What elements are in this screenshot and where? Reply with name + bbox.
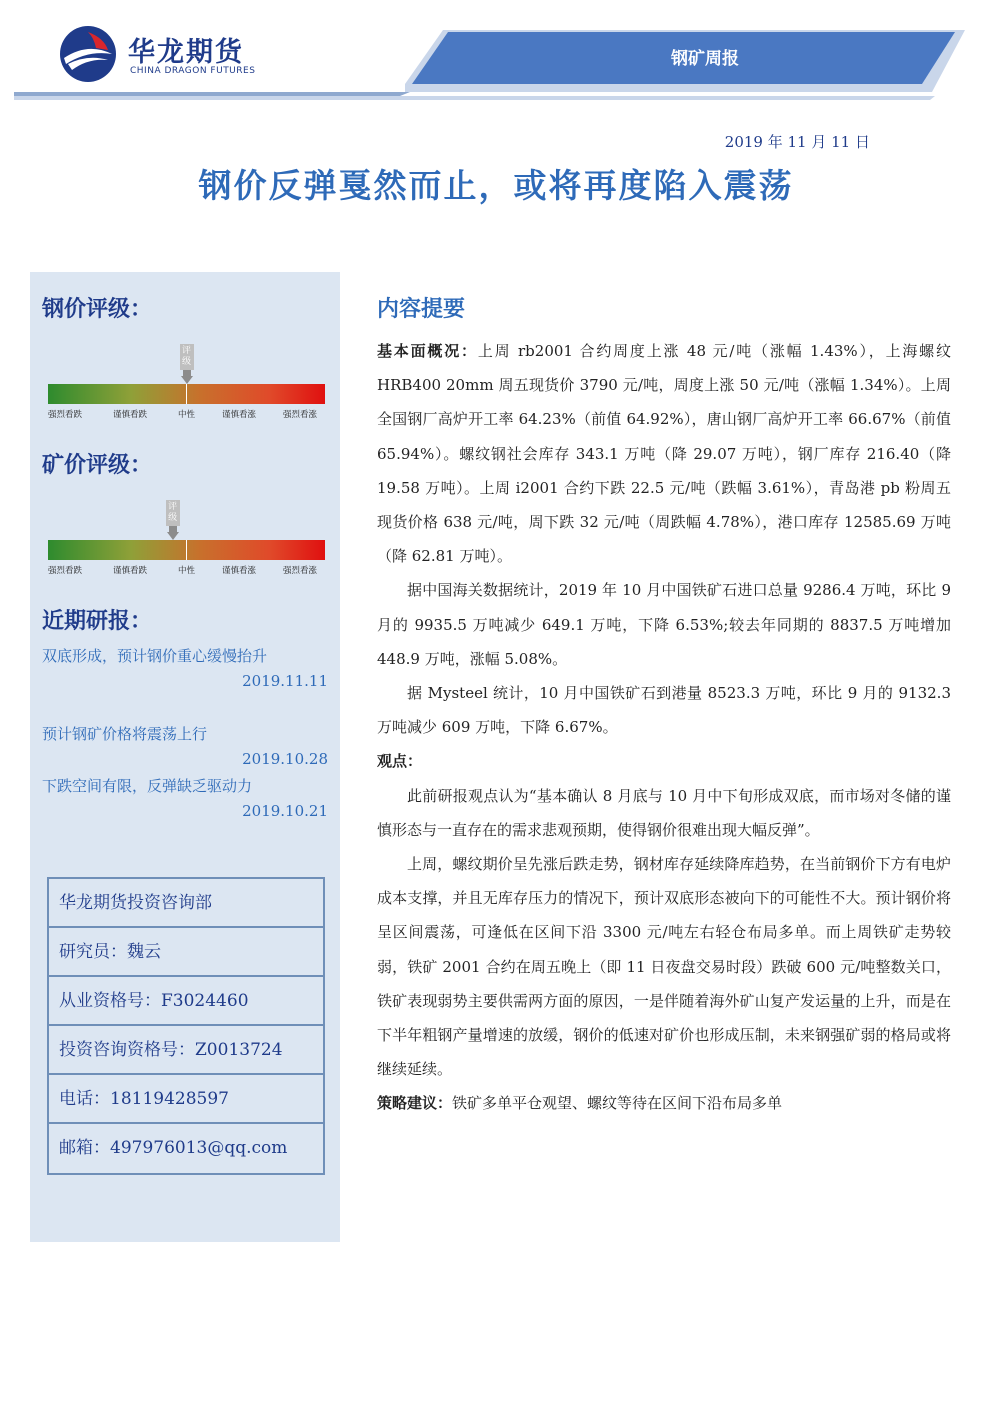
basic-paragraph [377, 334, 951, 573]
ore-rating-heading: 矿价评级： [42, 452, 153, 478]
recent-report-link[interactable]: 双底形成，预计钢价重心缓慢抬升 [42, 647, 268, 665]
ore-rating-tag: 评级 [166, 500, 180, 526]
contact-advisory-qualification: 投资咨询资格号：Z0013724 [49, 1026, 323, 1075]
strategy-paragraph [377, 1086, 951, 1120]
contact-phone: 电话：18119428597 [49, 1075, 323, 1124]
ore-scale-4: 谨慎看涨 [222, 566, 257, 576]
strategy-label: 策略建议： [377, 1094, 453, 1113]
ore-rating-midline [186, 540, 187, 560]
contact-box [47, 877, 325, 1175]
ore-scale-3: 中性 [178, 566, 196, 576]
steel-scale-3: 中性 [178, 410, 196, 420]
steel-rating-arrow [181, 370, 193, 384]
ore-scale-1: 强烈看跌 [48, 566, 83, 576]
report-date: 2019 年 11 月 11 日 [724, 133, 870, 151]
ore-scale-5: 强烈看涨 [283, 566, 318, 576]
basic-text: 上周 rb2001 合约周度上涨 48 元/吨（涨幅 1.43%），上海螺纹 HRB400 20mm 周五现货价 3790 元/吨，周度上涨 50 元/吨（涨幅 1.34%）。上周全国钢厂高炉开工率 64.23%（前值 64.92%），唐山钢厂高炉开工率 66.67%（前值 65.94%）。螺纹钢社会库存 343.1 万吨（降 29.07 万吨），钢厂库存 216.40（降 19.58 万吨）。上周 i2001 合约下跌 22.5 元/吨（跌幅 3.61%），青岛港 pb 粉周五现货价格 638 元/吨，周下跌 32 元/吨（周跌幅 4.78%），港口库存 12585.69 万吨（降 62.81 万吨）。 [377, 342, 951, 566]
company-name: 华龙期货 [128, 37, 244, 68]
steel-scale-2: 谨慎看跌 [113, 410, 148, 420]
recent-report-date: 2019.11.11 [242, 672, 328, 690]
steel-scale-1: 强烈看跌 [48, 410, 83, 420]
header-banner [0, 0, 992, 110]
steel-rating-heading: 钢价评级： [42, 296, 153, 322]
contact-researcher: 研究员：魏云 [49, 928, 323, 977]
recent-reports-heading: 近期研报： [42, 608, 153, 634]
report-title: 钢价反弹戛然而止，或将再度陷入震荡 [198, 166, 794, 205]
steel-scale-4: 谨慎看涨 [222, 410, 257, 420]
contact-department: 华龙期货投资咨询部 [49, 879, 323, 928]
ore-scale-2: 谨慎看跌 [113, 566, 148, 576]
steel-rating-midline [186, 384, 187, 404]
ore-rating-arrow [167, 526, 179, 540]
view-paragraph-2: 上周，螺纹期价呈先涨后跌走势，钢材库存延续降库趋势，在当前钢价下方有电炉成本支撑，并且无库存压力的情况下，预计双底形态被向下的可能性不大。预计钢价将呈区间震荡，可逢低在区间下沿 3300 元/吨左右轻仓布局多单。而上周铁矿走势较弱，铁矿 2001 合约在周五晚上（即 11 日夜盘交易时段）跌破 600 元/吨整数关口，铁矿表现弱势主要供需两方面的原因，一是伴随着海外矿山复产发运量的上升，而是在下半年粗钢产量增速的放缓，钢价的低速对矿价也形成压制，未来钢强矿弱的格局或将继续延续。 [377, 855, 951, 1079]
strategy-text: 铁矿多单平仓观望、螺纹等待在区间下沿布局多单 [452, 1094, 783, 1113]
contact-qualification: 从业资格号：F3024460 [49, 977, 323, 1026]
steel-scale-5: 强烈看涨 [283, 410, 318, 420]
basic-label: 基本面概况： [377, 342, 478, 360]
report-type: 钢矿周报 [671, 49, 739, 69]
customs-paragraph: 据中国海关数据统计，2019 年 10 月中国铁矿石进口总量 9286.4 万吨，环比 9 月的 9935.5 万吨减少 649.1 万吨，下降 6.53%;较去年同期的 8837.5 万吨增加 448.9 万吨，涨幅 5.08%。 [377, 581, 951, 668]
summary-heading: 内容提要 [377, 296, 466, 322]
view-paragraph-1: 此前研报观点认为“基本确认 8 月底与 10 月中下旬形成双底，而市场对冬储的谨慎形态与一直存在的需求悲观预期，使得钢价很难出现大幅反弹”。 [377, 786, 951, 839]
view-label: 观点： [377, 752, 423, 771]
recent-report-date: 2019.10.21 [242, 802, 328, 820]
steel-rating-tag: 评级 [180, 344, 194, 370]
recent-report-link[interactable]: 下跌空间有限，反弹缺乏驱动力 [42, 777, 253, 795]
summary-body [377, 334, 951, 1121]
company-name-en: CHINA DRAGON FUTURES [130, 66, 256, 76]
recent-report-date: 2019.10.28 [242, 750, 328, 768]
recent-report-link[interactable]: 预计钢矿价格将震荡上行 [42, 725, 208, 743]
contact-email[interactable]: 邮箱：497976013@qq.com [59, 1138, 288, 1158]
mysteel-paragraph: 据 Mysteel 统计，10 月中国铁矿石到港量 8523.3 万吨，环比 9 月的 9132.3 万吨减少 609 万吨，下降 6.67%。 [377, 684, 951, 737]
